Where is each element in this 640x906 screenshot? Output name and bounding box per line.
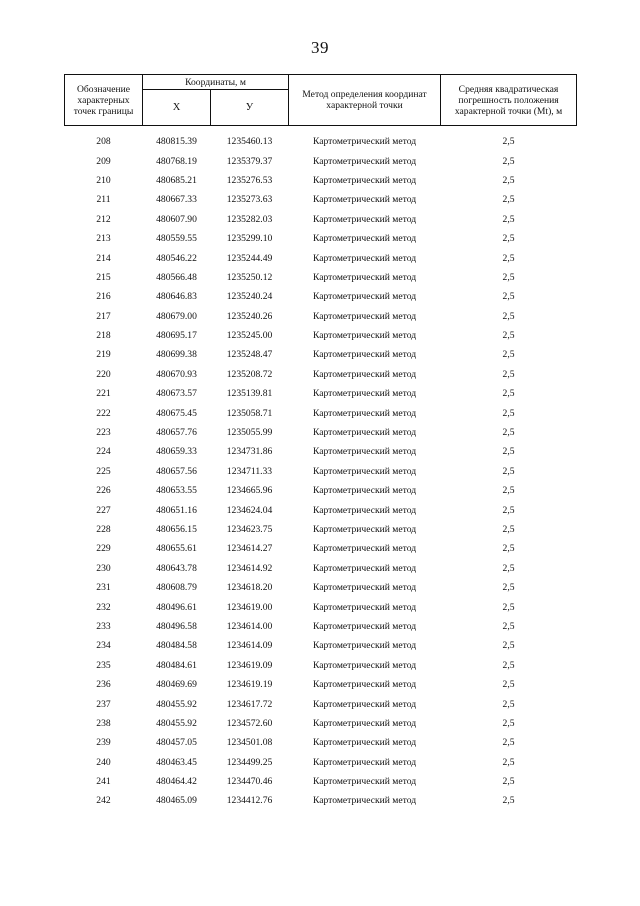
table-row [65,365,577,384]
table-row [65,345,577,364]
method-cell: Картометрический метод [312,582,417,594]
x-coordinate-cell: 480656.15 [156,524,197,535]
x-coordinate-cell: 480496.58 [156,620,197,632]
method-cell: Картометрический метод [312,271,417,283]
table-row [65,559,577,578]
y-coordinate-cell: 1234614.00 [226,620,273,632]
x-coordinate-cell: 480673.57 [156,388,197,400]
x-coordinate-cell: 480685.21 [156,174,197,186]
point-id-cell: 234 [96,640,111,652]
header-x: X [143,90,211,126]
y-coordinate-cell: 1235208.72 [226,368,273,380]
x-coordinate-cell: 480699.38 [156,349,197,361]
method-cell: Картометрический метод [312,136,417,148]
header-method: Метод определения координат характерной точки [289,75,441,126]
y-coordinate-cell: 1234614.27 [226,543,273,555]
method-cell: Картометрический метод [312,155,417,167]
accuracy-cell: 2,5 [502,620,515,632]
y-coordinate-cell: 1234412.76 [226,795,273,807]
x-coordinate-cell: 480484.58 [156,640,197,652]
y-coordinate-cell: 1234618.20 [226,582,273,594]
accuracy-cell: 2,5 [502,155,515,167]
accuracy-cell: 2,5 [502,427,515,439]
method-cell: Картометрический метод [312,252,417,264]
x-coordinate-cell: 480657.56 [156,465,197,477]
y-coordinate-cell: 1234501.08 [226,737,273,749]
table-row [65,248,577,267]
y-coordinate-cell: 1235240.24 [226,291,273,303]
x-coordinate-cell: 480679.00 [156,310,197,322]
accuracy-cell: 2,5 [502,271,515,283]
accuracy-cell: 2,5 [502,795,515,807]
y-coordinate-cell: 1234470.46 [226,776,273,788]
table-row [65,403,577,422]
table-row [65,714,577,733]
x-coordinate-cell: 480670.93 [156,368,197,380]
table-row [65,772,577,791]
table-row [65,171,577,190]
accuracy-cell: 2,5 [502,485,515,497]
x-coordinate-cell: 480455.92 [156,717,197,729]
x-coordinate-cell: 480559.55 [156,233,197,245]
point-id-cell: 220 [96,368,111,380]
method-cell: Картометрический метод [312,698,417,710]
table-row [65,151,577,170]
x-coordinate-cell: 480646.83 [156,291,197,303]
accuracy-cell: 2,5 [502,737,515,749]
y-coordinate-cell: 1235058.71 [226,407,273,419]
x-coordinate-cell: 480496.61 [156,601,197,613]
method-cell: Картометрический метод [312,717,417,729]
x-coordinate-cell: 480815.39 [156,136,197,148]
point-id-cell: 236 [96,679,111,691]
point-id-cell: 216 [96,291,111,303]
y-coordinate-cell: 1234572.60 [226,717,273,729]
accuracy-cell: 2,5 [502,349,515,361]
y-coordinate-cell: 1234619.00 [226,601,273,613]
point-id-cell: 213 [96,233,111,245]
y-coordinate-cell: 1235460.13 [226,136,273,148]
y-coordinate-cell: 1235299.10 [226,233,273,245]
table-row [65,539,577,558]
accuracy-cell: 2,5 [502,310,515,322]
accuracy-cell: 2,5 [502,776,515,788]
point-id-cell: 228 [96,524,111,535]
x-coordinate-cell: 480659.33 [156,446,197,458]
point-id-cell: 214 [96,252,111,264]
point-id-cell: 242 [96,795,111,807]
point-id-cell: 224 [96,446,111,458]
table-row [65,307,577,326]
accuracy-cell: 2,5 [502,136,515,148]
method-cell: Картометрический метод [312,174,417,186]
table-row [65,520,577,539]
accuracy-cell: 2,5 [502,524,515,535]
table-row [65,423,577,442]
table-row [65,656,577,675]
x-coordinate-cell: 480608.79 [156,582,197,594]
table-row [65,481,577,500]
y-coordinate-cell: 1235276.53 [226,174,273,186]
x-coordinate-cell: 480546.22 [156,252,197,264]
table-row [65,462,577,481]
point-id-cell: 230 [96,562,111,574]
point-id-cell: 237 [96,698,111,710]
y-coordinate-cell: 1234624.04 [226,504,273,516]
accuracy-cell: 2,5 [502,640,515,652]
method-cell: Картометрический метод [312,446,417,458]
point-id-cell: 221 [96,388,111,400]
method-cell: Картометрический метод [312,465,417,477]
x-coordinate-cell: 480464.42 [156,776,197,788]
table-row [65,694,577,713]
x-coordinate-cell: 480463.45 [156,756,197,768]
y-coordinate-cell: 1235245.00 [226,330,273,342]
method-cell: Картометрический метод [312,679,417,691]
x-coordinate-cell: 480455.92 [156,698,197,710]
y-coordinate-cell: 1234499.25 [226,756,273,768]
table-row [65,384,577,403]
y-coordinate-cell: 1234623.75 [226,524,273,535]
x-coordinate-cell: 480469.69 [156,679,197,691]
accuracy-cell: 2,5 [502,446,515,458]
accuracy-cell: 2,5 [502,388,515,400]
point-id-cell: 209 [96,155,111,167]
method-cell: Картометрический метод [312,388,417,400]
y-coordinate-cell: 1234619.19 [226,679,273,691]
point-id-cell: 226 [96,485,111,497]
accuracy-cell: 2,5 [502,174,515,186]
table-row [65,733,577,752]
accuracy-cell: 2,5 [502,465,515,477]
table-row [65,126,577,152]
table-row [65,229,577,248]
x-coordinate-cell: 480607.90 [156,213,197,225]
x-coordinate-cell: 480667.33 [156,194,197,206]
coordinates-table [64,74,577,811]
accuracy-cell: 2,5 [502,562,515,574]
x-coordinate-cell: 480457.05 [156,737,197,749]
table-row [65,675,577,694]
point-id-cell: 239 [96,737,111,749]
accuracy-cell: 2,5 [502,213,515,225]
accuracy-cell: 2,5 [502,291,515,303]
header-point-label: Обозначение характерных точек границы [65,75,143,126]
y-coordinate-cell: 1234617.72 [226,698,273,710]
table-header [65,75,577,126]
method-cell: Картометрический метод [312,620,417,632]
method-cell: Картометрический метод [312,368,417,380]
method-cell: Картометрический метод [312,407,417,419]
y-coordinate-cell: 1234619.09 [226,659,273,671]
y-coordinate-cell: 1235282.03 [226,213,273,225]
x-coordinate-cell: 480651.16 [156,504,197,516]
method-cell: Картометрический метод [312,349,417,361]
accuracy-cell: 2,5 [502,407,515,419]
x-coordinate-cell: 480657.76 [156,427,197,439]
accuracy-cell: 2,5 [502,698,515,710]
y-coordinate-cell: 1235240.26 [226,310,273,322]
y-coordinate-cell: 1234614.09 [226,640,273,652]
x-coordinate-cell: 480643.78 [156,562,197,574]
y-coordinate-cell: 1235273.63 [226,194,273,206]
page-number: 39 [311,38,329,57]
method-cell: Картометрический метод [312,291,417,303]
accuracy-cell: 2,5 [502,368,515,380]
accuracy-cell: 2,5 [502,252,515,264]
table-body [65,126,577,811]
method-cell: Картометрический метод [312,756,417,768]
point-id-cell: 231 [96,582,111,594]
point-id-cell: 235 [96,659,111,671]
point-id-cell: 227 [96,504,111,516]
point-id-cell: 225 [96,465,111,477]
method-cell: Картометрический метод [312,524,417,535]
y-coordinate-cell: 1234665.96 [226,485,273,497]
table-row [65,287,577,306]
method-cell: Картометрический метод [312,427,417,439]
x-coordinate-cell: 480484.61 [156,659,197,671]
method-cell: Картометрический метод [312,737,417,749]
method-cell: Картометрический метод [312,330,417,342]
point-id-cell: 222 [96,407,111,419]
x-coordinate-cell: 480675.45 [156,407,197,419]
point-id-cell: 211 [96,194,111,206]
method-cell: Картометрический метод [312,795,417,807]
header-y: У [211,90,289,126]
y-coordinate-cell: 1235250.12 [226,271,273,283]
accuracy-cell: 2,5 [502,330,515,342]
x-coordinate-cell: 480695.17 [156,330,197,342]
y-coordinate-cell: 1235248.47 [226,349,273,361]
method-cell: Картометрический метод [312,776,417,788]
method-cell: Картометрический метод [312,659,417,671]
accuracy-cell: 2,5 [502,679,515,691]
method-cell: Картометрический метод [312,504,417,516]
point-id-cell: 229 [96,543,111,555]
x-coordinate-cell: 480653.55 [156,485,197,497]
table-row [65,617,577,636]
y-coordinate-cell: 1235379.37 [226,155,273,167]
accuracy-cell: 2,5 [502,194,515,206]
y-coordinate-cell: 1234731.86 [226,446,273,458]
point-id-cell: 219 [96,349,111,361]
accuracy-cell: 2,5 [502,233,515,245]
table-row [65,636,577,655]
accuracy-cell: 2,5 [502,582,515,594]
table-row [65,210,577,229]
point-id-cell: 241 [96,776,111,788]
point-id-cell: 233 [96,620,111,632]
table-row [65,791,577,810]
point-id-cell: 212 [96,213,111,225]
method-cell: Картометрический метод [312,194,417,206]
point-id-cell: 215 [96,271,111,283]
x-coordinate-cell: 480655.61 [156,543,197,555]
table-row [65,578,577,597]
method-cell: Картометрический метод [312,213,417,225]
point-id-cell: 208 [96,136,111,148]
table-row [65,500,577,519]
point-id-cell: 218 [96,330,111,342]
y-coordinate-cell: 1235055.99 [226,427,273,439]
accuracy-cell: 2,5 [502,601,515,613]
point-id-cell: 240 [96,756,111,768]
point-id-cell: 217 [96,310,111,322]
y-coordinate-cell: 1235139.81 [226,388,273,400]
x-coordinate-cell: 480465.09 [156,795,197,807]
method-cell: Картометрический метод [312,310,417,322]
table-row [65,597,577,616]
table-row [65,442,577,461]
accuracy-cell: 2,5 [502,504,515,516]
accuracy-cell: 2,5 [502,756,515,768]
method-cell: Картометрический метод [312,485,417,497]
y-coordinate-cell: 1235244.49 [226,252,273,264]
method-cell: Картометрический метод [312,640,417,652]
method-cell: Картометрический метод [312,562,417,574]
header-coordinates: Координаты, м [143,75,289,90]
accuracy-cell: 2,5 [502,659,515,671]
accuracy-cell: 2,5 [502,543,515,555]
accuracy-cell: 2,5 [502,717,515,729]
method-cell: Картометрический метод [312,543,417,555]
point-id-cell: 238 [96,717,111,729]
y-coordinate-cell: 1234614.92 [226,562,273,574]
table-row [65,753,577,772]
table-row [65,190,577,209]
method-cell: Картометрический метод [312,601,417,613]
x-coordinate-cell: 480768.19 [156,155,197,167]
y-coordinate-cell: 1234711.33 [226,465,273,477]
table-row [65,326,577,345]
table-row [65,268,577,287]
method-cell: Картометрический метод [312,233,417,245]
point-id-cell: 223 [96,427,111,439]
point-id-cell: 210 [96,174,111,186]
header-accuracy: Средняя квадратическая погрешность положения характерной точки (Mt), м [441,75,577,126]
point-id-cell: 232 [96,601,111,613]
x-coordinate-cell: 480566.48 [156,271,197,283]
